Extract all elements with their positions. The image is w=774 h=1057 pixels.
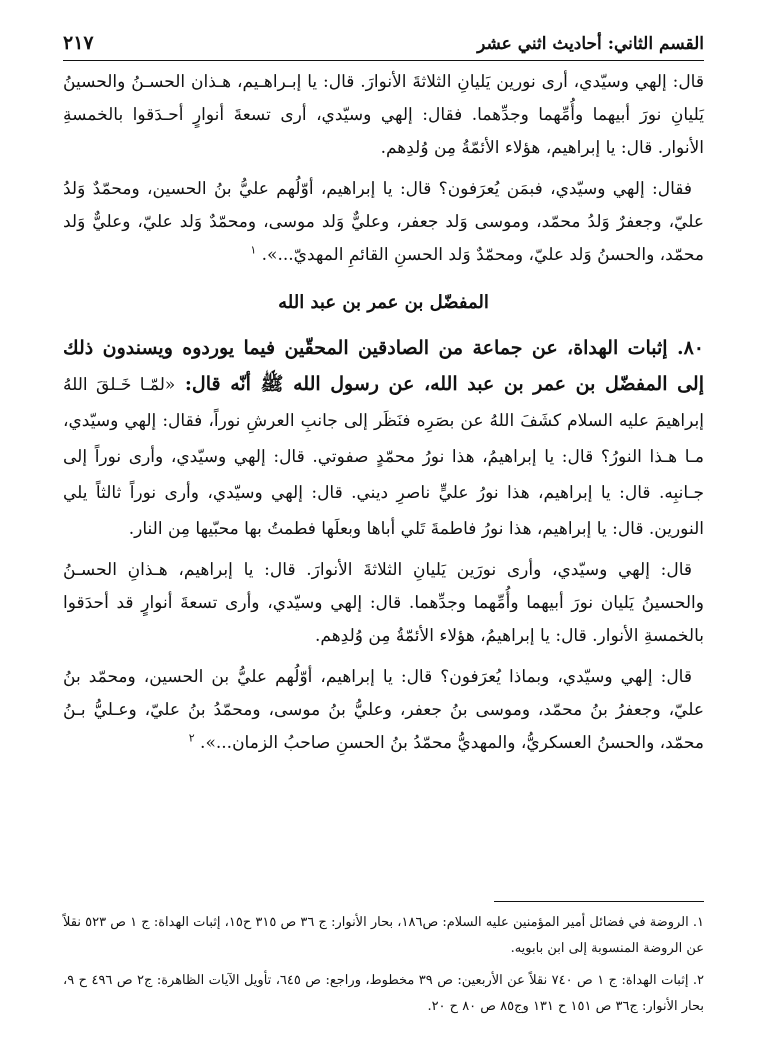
footnote-ref-1: ١ <box>250 243 257 257</box>
paragraph-5 <box>63 661 704 760</box>
header-title: القسم الثاني: أحاديث اثني عشر <box>477 34 704 54</box>
page-number: ٢١٧ <box>63 32 94 54</box>
running-header <box>63 24 704 61</box>
section-title: المفضّل بن عمر بن عبد الله <box>278 292 489 313</box>
paragraph-2 <box>63 173 704 272</box>
footnote-divider <box>494 901 704 902</box>
footnote-2: ٢. إثبات الهداة: ج ١ ص ٧٤٠ نقلاً عن الأربعين: ص ٣٩ مخطوط، وراجع: ص ٦٤٥، تأويل الآيات الظاهرة: ج٢ ص ٤٩٦ ح ٩، بحار الأنوار: ج٣٦ ص ١٥١ ح ١٣١ وج٨٥ ص ٨٠ ح ٢٠. <box>63 973 705 1014</box>
hadith-heading <box>63 330 704 546</box>
footnotes <box>63 910 704 1026</box>
paragraph-2-text: فقال: إلهي وسيّدي، فبمَن يُعرَفون؟ قال: يا إبراهيم، أوّلُهم عليُّ بنُ الحسين، ومحمّدٌ وَلدُ عليّ، وجعفرٌ وَلدُ محمّد، وموسى وَلد جعفر، وعليٌّ وَلد موسى، ومحمّدٌ وَلد عليّ، وعليٌّ وَلد محمّد، والحسنُ وَلد عليّ، ومحمّدٌ وَلد الحسنِ القائمِ المهديّ...». <box>63 179 704 265</box>
paragraph-3: «لمّـا خَـلقَ اللهُ إبراهيمَ عليه السلام كشَفَ اللهُ عن بصَرِه فنَظَر إلى جانبِ العرشِ نوراً، فقال: إلهي وسيّدي، مـا هـذا النورُ؟ قال: يا إبراهيمُ، هذا نورُ محمّدٍ صفوتي. قال: إلهي وسيّدي، وأرى نوراً إلى جـانبِه. قال: يا إبراهيم، هذا نورُ عليٍّ ناصرِ ديني. قال: إلهي وسيّدي، وأرى نوراً ثالثاً يلي النورين. قال: يا إبراهيم، هذا نورُ فاطمةَ تَلي أباها وبعلَها فطمتُ بها محبّيها مِن النار. <box>63 375 704 539</box>
paragraph-5-text: قال: إلهي وسيّدي، وبماذا يُعرَفون؟ قال: يا إبراهيم، أوّلُهم عليُّ بن الحسين، ومحمّد بنُ عليّ، وجعفرُ بنُ محمّد، وموسى بنُ جعفر، وعليُّ بنُ موسى، ومحمّدُ بنُ عليّ، وعـليُّ بـنُ محمّد، والحسنُ العسكريُّ، والمهديُّ محمّدُ بنُ الحسنِ صاحبُ الزمان...». <box>63 667 704 753</box>
main-text <box>63 66 704 760</box>
footnote-1: ١. الروضة في فضائل أمير المؤمنين عليه السلام: ص١٨٦، بحار الأنوار: ج ٣٦ ص ٣١٥ ح١٥، إثبات الهداة: ج ١ ص ٥٢٣ نقلاً عن الروضة المنسوبة إلى ابن بابويه. <box>63 915 705 956</box>
paragraph-1: قال: إلهي وسيّدي، أرى نورين يَليانِ الثلاثةَ الأنوارَ. قال: يا إبـراهـيم، هـذان الحسـنُ والحسينُ يَليانِ نورَ أبيهما وأُمِّهما وجدِّهما. فقال: إلهي وسيّدي، أرى تسعةَ أنوارٍ أحـدَقوا بالخمسةِ الأنوار. قال: يا إبراهيم، هؤلاء الأئمّةُ مِن وُلدِهم. <box>63 72 704 158</box>
footnote-ref-2: ٢ <box>188 731 195 745</box>
hadith-heading-text: ٨٠. إثبات الهداة، عن جماعة من الصادقين المحقّين فيما يوردوه ويسندون ذلك إلى المفضّل بن عمر بن عبد الله، عن رسول الله ﷺ أنّه قال: <box>63 337 705 395</box>
paragraph-4: قال: إلهي وسيّدي، وأرى نورَين يَليانِ الثلاثةَ الأنوارَ. قال: يا إبراهيم، هـذانِ الحسـنُ والحسينُ يَليان نورَ أبيهما وأُمِّهما وجدِّهما. قال: إلهي وسيّدي، وأرى تسعةَ أنوارٍ قد أحدَقوا بالخمسةِ الأنوار. قال: يا إبراهيمُ، هؤلاء الأئمّةُ مِن وُلدِهم. <box>63 560 704 646</box>
